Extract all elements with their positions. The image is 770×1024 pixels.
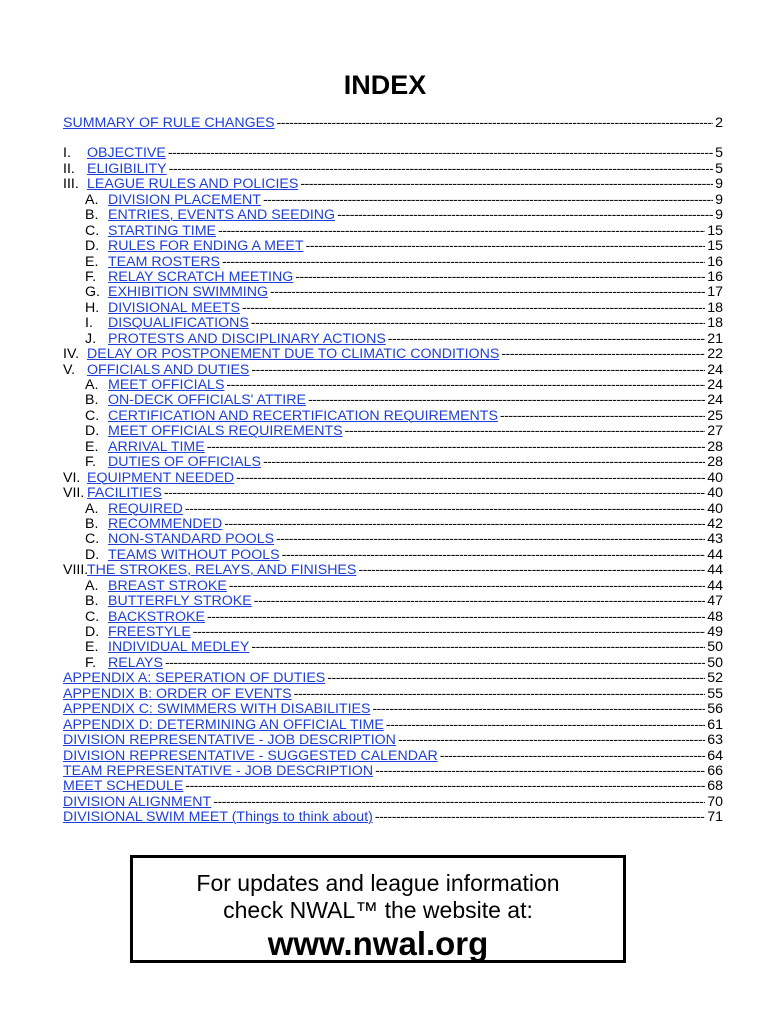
toc-entry-link[interactable]: FREESTYLE [108,624,191,640]
toc-entry-link[interactable]: REQUIRED [108,500,183,517]
toc-entry-link[interactable]: TEAM REPRESENTATIVE - JOB DESCRIPTION [63,762,374,779]
toc-entry-link[interactable]: ELIGIBILITY [87,160,167,177]
toc-entry-link[interactable]: NON-STANDARD POOLS [108,531,275,548]
toc-entry-link[interactable]: ON-DECK OFFICIALS' ATTIRE [108,392,306,409]
toc-entry-page: 49 [707,624,723,640]
toc-entry-page: 63 [707,732,723,749]
dot-leader [251,363,705,378]
toc-entry [63,285,723,300]
dot-leader [277,116,714,131]
toc-entry-page: 16 [707,253,723,270]
toc-entry-link[interactable]: TEAMS WITHOUT POOLS [108,546,280,563]
toc-entry-page: 43 [707,531,723,548]
toc-entry-page: 50 [707,654,723,671]
toc-entry [63,363,723,378]
toc-entry [63,471,723,486]
dot-leader [165,656,705,671]
toc-entry-page: 40 [707,500,723,517]
dot-leader [213,795,705,810]
toc-entry-page: 61 [707,716,723,733]
toc-entry-page: 15 [707,238,723,255]
toc-entry-number: A. [85,191,99,208]
toc-entry [63,378,723,393]
toc-entry-link[interactable]: OBJECTIVE [87,145,166,162]
toc-entry-link[interactable]: STARTING TIME [108,222,216,239]
toc-entry-number: F. [85,268,97,285]
dot-leader [306,239,706,254]
toc-entry-link[interactable]: ENTRIES, EVENTS AND SEEDING [108,207,336,224]
toc-entry-page: 16 [707,268,723,285]
toc-entry-number: VIII. [63,562,89,579]
toc-entry-number: D. [85,238,100,255]
toc-entry-page: 40 [707,485,723,502]
toc-entry [63,486,723,501]
dot-leader [207,610,705,625]
toc-entry-page: 70 [707,793,723,810]
dot-leader [372,702,705,717]
toc-entry [63,779,723,794]
dot-leader [251,316,705,331]
dot-leader [236,471,705,486]
toc-entry-page: 55 [707,685,723,702]
toc-entry-link[interactable]: DISQUALIFICATIONS [108,315,249,332]
toc-entry-number: A. [85,577,99,594]
toc-entry [63,301,723,316]
toc-entry-page: 47 [707,593,723,610]
toc-entry-number: F. [85,454,97,471]
toc-entry-link[interactable]: TEAM ROSTERS [108,253,220,270]
toc-entry-link[interactable]: RULES FOR ENDING A MEET [108,238,304,255]
toc-entry-number: I. [85,315,93,332]
toc-entry [63,749,723,764]
toc-entry-number: C. [85,222,100,239]
toc-entry [63,702,723,717]
toc-entry-link[interactable]: FACILITIES [87,485,162,502]
toc-entry-link[interactable]: RECOMMENDED [108,515,223,532]
toc-entry [63,455,723,470]
dot-leader [224,517,705,532]
toc-entry-page: 2 [715,115,723,131]
toc-entry-number: F. [85,654,97,671]
dot-leader [500,409,705,424]
dot-leader [337,208,713,223]
toc-entry [63,594,723,609]
toc-entry-link[interactable]: OFFICIALS AND DUTIES [87,361,250,378]
toc-entry-link[interactable]: DELAY OR POSTPONEMENT DUE TO CLIMATIC CONDITIONS [87,346,500,363]
toc-entry [63,640,723,655]
toc-entry [63,579,723,594]
notice-line-2: check NWAL™ the website at: [223,897,533,923]
toc-entry-number: VI. [63,469,81,486]
toc-entry-page: 5 [715,145,723,162]
dot-leader [263,455,705,470]
toc-entry [63,517,723,532]
toc-entry [63,502,723,517]
toc-entry-number: A. [85,500,99,517]
toc-entry-number: B. [85,515,99,532]
toc-entry-link[interactable]: APPENDIX C: SWIMMERS WITH DISABILITIES [63,701,371,718]
toc-entry-page: 9 [715,191,723,208]
dot-leader [218,224,705,239]
toc-entry [63,393,723,408]
toc-entry-link[interactable]: RELAY SCRATCH MEETING [108,268,294,285]
toc-entry-page: 28 [707,438,723,455]
dot-leader [375,810,705,825]
toc-entry-page: 24 [707,377,723,393]
toc-entry-page: 64 [707,747,723,764]
toc-entry-page: 50 [707,639,723,656]
toc-entry [63,810,723,825]
toc-entry-link[interactable]: DIVISION PLACEMENT [108,191,261,208]
toc-entry-link[interactable]: APPENDIX A: SEPERATION OF DUTIES [63,670,326,687]
toc-entry-page: 44 [707,577,723,594]
toc-entry-number: III. [63,176,79,193]
dot-leader [169,162,713,177]
toc-entry [63,332,723,347]
toc-entry-number: VII. [63,485,85,502]
toc-entry-link[interactable]: BREAST STROKE [108,577,227,594]
toc-entry-page: 18 [707,315,723,332]
toc-entry-link[interactable]: BACKSTROKE [108,608,205,625]
dot-leader [358,563,705,578]
toc-entry [63,795,723,810]
toc-entry [63,671,723,686]
dot-leader [282,548,706,563]
toc-entry [63,255,723,270]
dot-leader [386,718,705,733]
toc-entry-number: IV. [63,346,80,363]
toc-entry-link[interactable]: MEET SCHEDULE [63,778,184,795]
dot-leader [251,640,705,655]
toc-entry-link[interactable]: ARRIVAL TIME [108,438,205,455]
dot-leader [501,347,705,362]
dot-leader [185,779,705,794]
toc-entry-page: 5 [715,160,723,177]
toc-entry-page: 24 [707,361,723,378]
toc-entry-number: B. [85,207,99,224]
toc-entry-page: 24 [707,392,723,409]
toc-entry-link[interactable]: APPENDIX D: DETERMINING AN OFFICIAL TIME [63,716,384,733]
toc-entry-page: 28 [707,454,723,471]
dot-leader [300,177,713,192]
toc-entry-link[interactable]: RELAYS [108,654,163,671]
toc-entry-page: 25 [707,407,723,424]
toc-entry [63,718,723,733]
toc-entry-number: V. [63,361,76,378]
toc-entry-number: C. [85,608,100,625]
dot-leader [263,193,713,208]
dot-leader [242,301,705,316]
website-url[interactable]: www.nwal.org [267,925,489,962]
toc-entry-number: E. [85,438,99,455]
toc-entry [63,440,723,455]
toc-entry [63,687,723,702]
toc-entry-page: 71 [707,809,723,826]
toc-entry [63,764,723,779]
toc-entry [63,733,723,748]
toc-entry-page: 68 [707,778,723,795]
toc-entry-number: J. [85,330,97,347]
toc-entry-link[interactable]: APPENDIX B: ORDER OF EVENTS [63,685,292,702]
toc-entry-page: 27 [707,423,723,440]
toc-entry-link[interactable]: CERTIFICATION AND RECERTIFICATION REQUIREMENTS [108,407,498,424]
toc-entry [63,208,723,223]
toc-entry-page: 48 [707,608,723,625]
toc-entry-number: B. [85,392,99,409]
dot-leader [207,440,706,455]
toc-entry [63,270,723,285]
toc-entry [63,548,723,563]
toc-entry-link[interactable]: BUTTERFLY STROKE [108,593,252,610]
notice-line-1: For updates and league information [196,870,560,896]
toc-entry-link[interactable]: SUMMARY OF RULE CHANGES [63,115,275,131]
toc-entry-page: 44 [707,562,723,579]
dot-leader [270,285,705,300]
table-of-contents [63,116,723,826]
dot-leader [295,270,705,285]
toc-entry-page: 18 [707,299,723,316]
toc-entry-link[interactable]: PROTESTS AND DISCIPLINARY ACTIONS [108,330,386,347]
toc-entry [63,316,723,331]
toc-entry-number: E. [85,639,99,656]
toc-entry-link[interactable]: DIVISION ALIGNMENT [63,793,212,810]
toc-entry-link[interactable]: DIVISION REPRESENTATIVE - SUGGESTED CALENDAR [63,747,438,764]
dot-leader [308,393,705,408]
toc-entry-page: 40 [707,469,723,486]
toc-entry [63,177,723,192]
toc-entry-number: I. [63,145,71,162]
toc-entry [63,116,723,131]
toc-entry-page: 15 [707,222,723,239]
toc-entry-number: H. [85,299,100,316]
toc-entry-number: C. [85,407,100,424]
dot-leader [375,764,705,779]
dot-leader [388,332,705,347]
toc-entry [63,625,723,640]
toc-entry-page: 21 [707,330,723,347]
toc-entry [63,193,723,208]
toc-entry [63,409,723,424]
toc-entry-link[interactable]: DUTIES OF OFFICIALS [108,454,261,471]
toc-entry-link[interactable]: THE STROKES, RELAYS, AND FINISHES [87,562,357,579]
toc-entry [63,239,723,254]
toc-entry-page: 66 [707,762,723,779]
toc-entry-page: 9 [715,207,723,224]
toc-entry-page: 9 [715,176,723,193]
toc-entry-number: II. [63,160,75,177]
dot-leader [345,424,706,439]
toc-entry [63,146,723,161]
toc-entry-number: C. [85,531,100,548]
toc-entry-page: 42 [707,515,723,532]
notice-box [130,855,626,963]
toc-entry-number: E. [85,253,99,270]
toc-entry [63,224,723,239]
dot-leader [276,532,705,547]
toc-entry [63,563,723,578]
toc-entry-link[interactable]: LEAGUE RULES AND POLICIES [87,176,299,193]
toc-entry-page: 52 [707,670,723,687]
toc-entry-link[interactable]: INDIVIDUAL MEDLEY [108,639,250,656]
page-title: INDEX [343,70,427,100]
toc-entry-number: B. [85,593,99,610]
toc-entry-number: D. [85,546,100,563]
dot-leader [254,594,705,609]
toc-entry-link[interactable]: MEET OFFICIALS [108,377,225,393]
dot-leader [327,671,705,686]
toc-entry-link[interactable]: EXHIBITION SWIMMING [108,284,269,301]
dot-leader [164,486,705,501]
dot-leader [222,255,705,270]
dot-leader [185,502,705,517]
toc-entry-number: A. [85,377,99,393]
toc-entry-link[interactable]: MEET OFFICIALS REQUIREMENTS [108,423,343,440]
toc-entry-number: D. [85,624,100,640]
dot-leader [168,146,713,161]
toc-entry-link[interactable]: DIVISIONAL MEETS [108,299,240,316]
toc-entry-page: 44 [707,546,723,563]
toc-entry-link[interactable]: DIVISION REPRESENTATIVE - JOB DESCRIPTION [63,732,396,749]
toc-entry-page: 22 [707,346,723,363]
dot-leader [226,378,705,393]
dot-leader [193,625,705,640]
toc-entry-number: G. [85,284,100,301]
toc-entry-number: D. [85,423,100,440]
toc-entry [63,656,723,671]
dot-leader [398,733,705,748]
toc-entry-page: 17 [707,284,723,301]
dot-leader [440,749,705,764]
toc-entry [63,162,723,177]
toc-entry-page: 56 [707,701,723,718]
toc-entry [63,347,723,362]
toc-entry-link[interactable]: EQUIPMENT NEEDED [87,469,235,486]
toc-entry [63,610,723,625]
toc-entry [63,532,723,547]
toc-entry-link[interactable]: DIVISIONAL SWIM MEET (Things to think about) [63,809,373,826]
toc-entry [63,424,723,439]
dot-leader [294,687,706,702]
dot-leader [229,579,705,594]
